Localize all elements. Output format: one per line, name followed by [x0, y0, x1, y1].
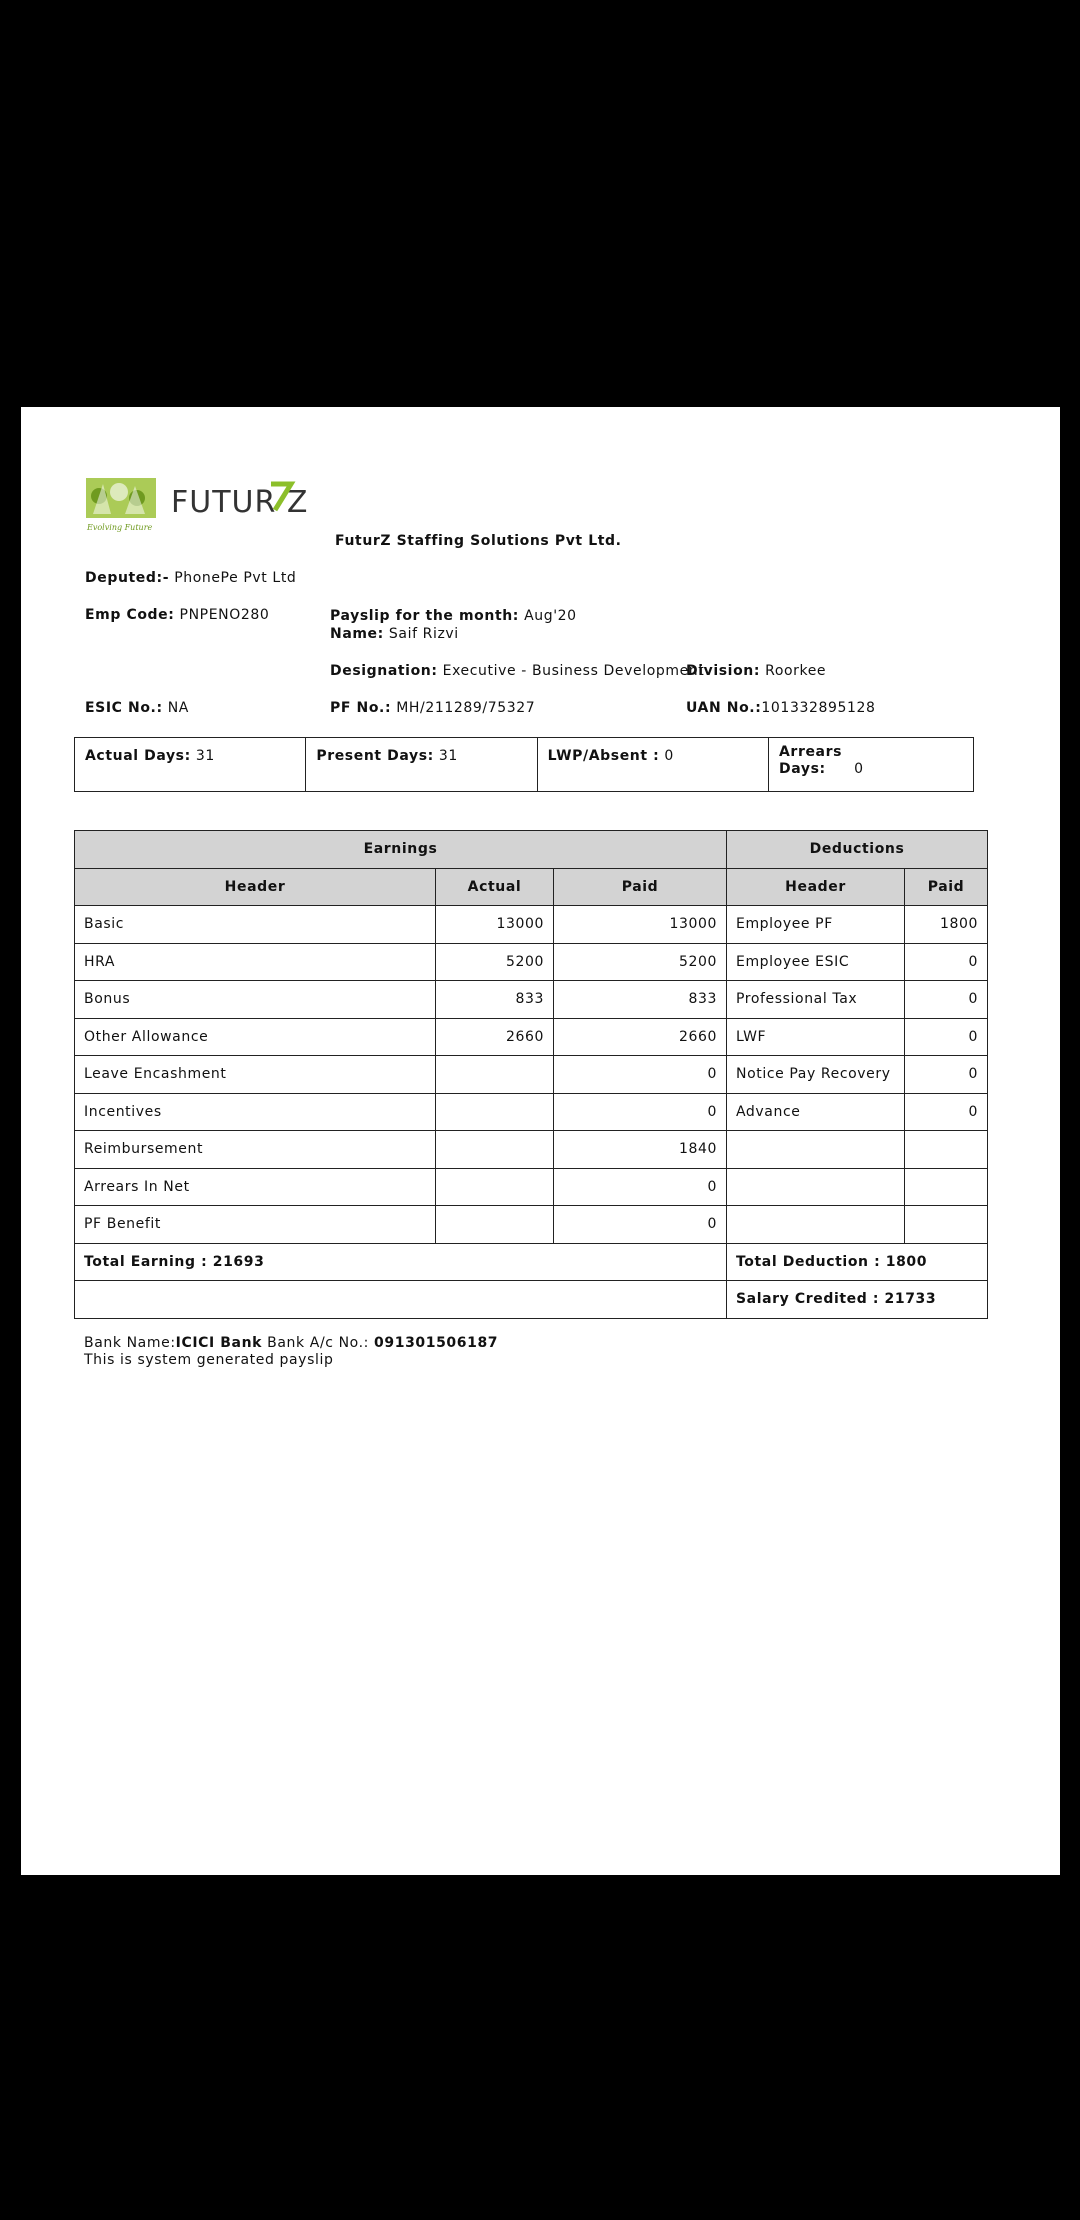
totals-row — [75, 1243, 988, 1281]
deduction-name — [727, 1206, 905, 1244]
salary-row — [75, 1056, 988, 1094]
emp-code-row — [85, 607, 269, 623]
deputed-value: PhonePe Pvt Ltd — [174, 570, 297, 586]
salary-row — [75, 1018, 988, 1056]
deductions-paid-col: Paid — [905, 868, 988, 906]
earning-actual — [436, 1206, 554, 1244]
name-row — [330, 626, 459, 642]
uan-label: UAN No.: — [686, 700, 762, 716]
earning-paid: 0 — [554, 1056, 727, 1094]
pf-row — [330, 700, 535, 716]
esic-label: ESIC No.: — [85, 700, 163, 716]
arrears-days-value: 0 — [854, 761, 864, 777]
empty-cell — [75, 1281, 727, 1319]
attendance-table — [74, 737, 974, 792]
account-label: Bank A/c No.: — [267, 1335, 369, 1351]
earning-actual — [436, 1131, 554, 1169]
earnings-actual-col: Actual — [436, 868, 554, 906]
salary-row — [75, 906, 988, 944]
deduction-name: Professional Tax — [727, 981, 905, 1019]
earning-paid: 13000 — [554, 906, 727, 944]
salary-row — [75, 1093, 988, 1131]
deduction-name: Advance — [727, 1093, 905, 1131]
salary-row — [75, 943, 988, 981]
deduction-paid — [905, 1206, 988, 1244]
present-days-label: Present Days: — [316, 748, 434, 764]
payslip-footer — [84, 1335, 498, 1369]
earnings-paid-col: Paid — [554, 868, 727, 906]
designation-value: Executive - Business Development — [442, 663, 705, 679]
arrears-days-label: Arrears Days: — [779, 744, 843, 777]
deduction-paid: 0 — [905, 1018, 988, 1056]
actual-days-cell — [75, 738, 306, 792]
logo-text: FUTUR Z — [171, 485, 309, 520]
earning-name: Arrears In Net — [75, 1168, 436, 1206]
deduction-paid: 0 — [905, 943, 988, 981]
uan-row — [686, 700, 876, 716]
earning-paid: 2660 — [554, 1018, 727, 1056]
earning-name: Reimbursement — [75, 1131, 436, 1169]
bank-row — [84, 1335, 498, 1352]
salary-row — [75, 981, 988, 1019]
pf-value: MH/211289/75327 — [396, 700, 536, 716]
emp-code-label: Emp Code: — [85, 607, 175, 623]
deductions-header-col: Header — [727, 868, 905, 906]
logo-tagline: Evolving Future — [87, 523, 153, 532]
salary-credited-row — [75, 1281, 988, 1319]
esic-value: NA — [167, 700, 189, 716]
deductions-title: Deductions — [727, 831, 988, 869]
earning-name: Other Allowance — [75, 1018, 436, 1056]
earnings-header-col: Header — [75, 868, 436, 906]
earning-actual: 2660 — [436, 1018, 554, 1056]
name-label: Name: — [330, 626, 384, 642]
division-row — [686, 663, 826, 679]
esic-row — [85, 700, 189, 716]
deduction-paid — [905, 1168, 988, 1206]
salary-credited: Salary Credited : 21733 — [727, 1281, 988, 1319]
earning-name: Leave Encashment — [75, 1056, 436, 1094]
uan-value: 101332895128 — [761, 700, 876, 716]
earning-actual — [436, 1093, 554, 1131]
division-value: Roorkee — [765, 663, 827, 679]
salary-row — [75, 1206, 988, 1244]
deputed-row — [85, 570, 296, 586]
lwp-cell — [537, 738, 768, 792]
deduction-paid — [905, 1131, 988, 1169]
deduction-name — [727, 1168, 905, 1206]
company-logo — [85, 474, 315, 534]
company-name: FuturZ Staffing Solutions Pvt Ltd. — [335, 533, 622, 549]
deduction-name — [727, 1131, 905, 1169]
salary-row — [75, 1131, 988, 1169]
earning-paid: 0 — [554, 1168, 727, 1206]
actual-days-value: 31 — [195, 748, 215, 764]
designation-row — [330, 663, 704, 679]
total-earning: Total Earning : 21693 — [75, 1243, 727, 1281]
earning-name: Incentives — [75, 1093, 436, 1131]
actual-days-label: Actual Days: — [85, 748, 191, 764]
earning-actual: 13000 — [436, 906, 554, 944]
earning-paid: 0 — [554, 1206, 727, 1244]
earning-name: HRA — [75, 943, 436, 981]
earning-paid: 1840 — [554, 1131, 727, 1169]
name-value: Saif Rizvi — [388, 626, 459, 642]
account-value: 091301506187 — [374, 1335, 499, 1351]
deduction-name: LWF — [727, 1018, 905, 1056]
earning-actual — [436, 1168, 554, 1206]
deduction-name: Notice Pay Recovery — [727, 1056, 905, 1094]
earning-actual: 5200 — [436, 943, 554, 981]
earnings-title: Earnings — [75, 831, 727, 869]
deduction-paid: 0 — [905, 1056, 988, 1094]
payslip-month-label: Payslip for the month: — [330, 608, 519, 624]
total-deduction: Total Deduction : 1800 — [727, 1243, 988, 1281]
payslip-month-row — [330, 608, 577, 624]
deduction-name: Employee ESIC — [727, 943, 905, 981]
present-days-value: 31 — [438, 748, 458, 764]
payslip-month-value: Aug'20 — [524, 608, 577, 624]
deduction-paid: 0 — [905, 1093, 988, 1131]
earning-name: Bonus — [75, 981, 436, 1019]
deduction-name: Employee PF — [727, 906, 905, 944]
salary-rows — [75, 906, 988, 1244]
deduction-paid: 1800 — [905, 906, 988, 944]
arrears-days-cell — [769, 738, 974, 792]
earning-paid: 0 — [554, 1093, 727, 1131]
bank-name-label: Bank Name: — [84, 1335, 176, 1351]
earning-name: PF Benefit — [75, 1206, 436, 1244]
designation-label: Designation: — [330, 663, 438, 679]
earning-actual: 833 — [436, 981, 554, 1019]
deduction-paid: 0 — [905, 981, 988, 1019]
lwp-value: 0 — [664, 748, 674, 764]
salary-table — [74, 830, 988, 1319]
earning-paid: 5200 — [554, 943, 727, 981]
deputed-label: Deputed:- — [85, 570, 170, 586]
earning-paid: 833 — [554, 981, 727, 1019]
salary-row — [75, 1168, 988, 1206]
pf-label: PF No.: — [330, 700, 392, 716]
system-note: This is system generated payslip — [84, 1352, 334, 1368]
lwp-label: LWP/Absent : — [547, 748, 660, 764]
earning-actual — [436, 1056, 554, 1094]
division-label: Division: — [686, 663, 761, 679]
present-days-cell — [306, 738, 537, 792]
bank-name-value: ICICI Bank — [175, 1335, 263, 1351]
earning-name: Basic — [75, 906, 436, 944]
emp-code-value: PNPENO280 — [179, 607, 270, 623]
payslip-page — [21, 407, 1060, 1875]
